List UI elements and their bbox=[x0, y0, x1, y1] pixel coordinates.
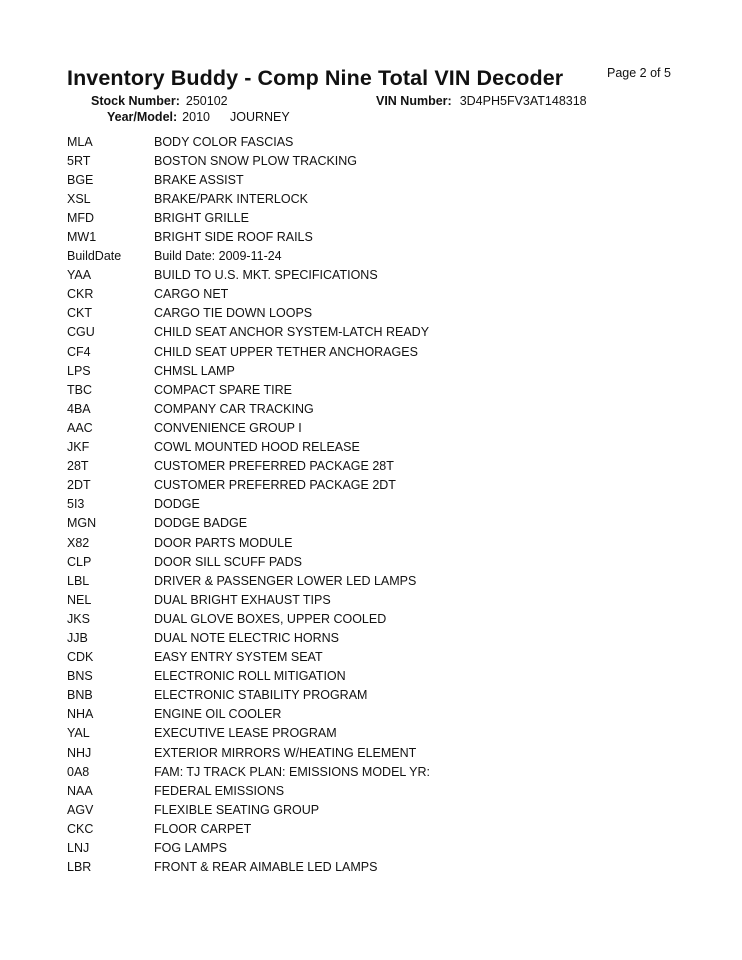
option-code: CF4 bbox=[67, 344, 91, 359]
option-row bbox=[67, 266, 687, 285]
option-row bbox=[67, 705, 687, 724]
option-code: CDK bbox=[67, 650, 94, 665]
option-code-list bbox=[67, 132, 687, 877]
option-code: NHJ bbox=[67, 745, 92, 760]
option-code: 5RT bbox=[67, 153, 91, 168]
vin-number-value: 3D4PH5FV3AT148318 bbox=[459, 94, 587, 108]
option-code: MFD bbox=[67, 210, 95, 225]
option-description: FOG LAMPS bbox=[154, 841, 227, 856]
option-description: BRAKE/PARK INTERLOCK bbox=[154, 191, 308, 206]
option-code: 5I3 bbox=[67, 497, 85, 512]
option-row bbox=[67, 342, 687, 361]
option-row bbox=[67, 762, 687, 781]
option-row bbox=[67, 628, 687, 647]
option-row bbox=[67, 743, 687, 762]
option-code: XSL bbox=[67, 191, 91, 206]
option-code: CLP bbox=[67, 554, 92, 569]
option-row bbox=[67, 304, 687, 323]
option-description: FAM: TJ TRACK PLAN: EMISSIONS MODEL YR: bbox=[154, 764, 430, 779]
option-code: AGV bbox=[67, 802, 94, 817]
option-row bbox=[67, 323, 687, 342]
option-row bbox=[67, 571, 687, 590]
option-row bbox=[67, 380, 687, 399]
option-row bbox=[67, 418, 687, 437]
option-code: YAA bbox=[67, 268, 92, 283]
option-code: MW1 bbox=[67, 230, 97, 245]
option-description: DODGE bbox=[154, 497, 200, 512]
option-code: YAL bbox=[67, 726, 90, 741]
option-code: AAC bbox=[67, 420, 93, 435]
option-row bbox=[67, 170, 687, 189]
option-code: 0A8 bbox=[67, 764, 90, 779]
option-code: MLA bbox=[67, 134, 93, 149]
option-code: NHA bbox=[67, 707, 94, 722]
option-code: CKR bbox=[67, 287, 94, 302]
option-row bbox=[67, 667, 687, 686]
option-row bbox=[67, 227, 687, 246]
option-row bbox=[67, 495, 687, 514]
option-row bbox=[67, 189, 687, 208]
option-code: LNJ bbox=[67, 841, 90, 856]
option-description: BRIGHT SIDE ROOF RAILS bbox=[154, 230, 313, 245]
option-code: NAA bbox=[67, 783, 93, 798]
vin-number bbox=[376, 94, 587, 108]
stock-number-value: 250102 bbox=[185, 94, 228, 108]
option-row bbox=[67, 361, 687, 380]
model-value: JOURNEY bbox=[229, 110, 290, 124]
option-code: CGU bbox=[67, 325, 95, 340]
option-description: DUAL GLOVE BOXES, UPPER COOLED bbox=[154, 611, 387, 626]
option-code: JJB bbox=[67, 630, 88, 645]
option-description: DOOR PARTS MODULE bbox=[154, 535, 293, 550]
option-code: X82 bbox=[67, 535, 90, 550]
option-code: NEL bbox=[67, 592, 92, 607]
option-description: BODY COLOR FASCIAS bbox=[154, 134, 294, 149]
option-description: ELECTRONIC STABILITY PROGRAM bbox=[154, 688, 368, 703]
page-title: Inventory Buddy - Comp Nine Total VIN Decoder bbox=[67, 66, 564, 90]
option-description: DUAL BRIGHT EXHAUST TIPS bbox=[154, 592, 331, 607]
option-row bbox=[67, 686, 687, 705]
option-description: FEDERAL EMISSIONS bbox=[154, 783, 285, 798]
option-row bbox=[67, 838, 687, 857]
option-description: CARGO NET bbox=[154, 287, 229, 302]
option-row bbox=[67, 399, 687, 418]
option-description: FLEXIBLE SEATING GROUP bbox=[154, 802, 320, 817]
option-row bbox=[67, 457, 687, 476]
page-number: Page 2 of 5 bbox=[607, 66, 671, 80]
option-row bbox=[67, 132, 687, 151]
option-row bbox=[67, 648, 687, 667]
option-description: CARGO TIE DOWN LOOPS bbox=[154, 306, 313, 321]
option-code: LPS bbox=[67, 363, 91, 378]
option-row bbox=[67, 858, 687, 877]
option-row bbox=[67, 247, 687, 266]
year-model bbox=[107, 110, 290, 124]
option-description: BRAKE ASSIST bbox=[154, 172, 244, 187]
option-description: FRONT & REAR AIMABLE LED LAMPS bbox=[154, 860, 378, 875]
year-model-label: Year/Model: bbox=[107, 110, 178, 124]
option-code: MGN bbox=[67, 516, 97, 531]
option-description: DOOR SILL SCUFF PADS bbox=[154, 554, 302, 569]
option-row bbox=[67, 781, 687, 800]
option-description: DODGE BADGE bbox=[154, 516, 248, 531]
option-code: BGE bbox=[67, 172, 94, 187]
option-description: BOSTON SNOW PLOW TRACKING bbox=[154, 153, 358, 168]
option-row bbox=[67, 476, 687, 495]
option-description: Build Date: 2009-11-24 bbox=[154, 249, 282, 264]
stock-number bbox=[91, 94, 228, 108]
option-code: LBR bbox=[67, 860, 92, 875]
option-row bbox=[67, 724, 687, 743]
option-code: JKF bbox=[67, 440, 90, 455]
option-description: BRIGHT GRILLE bbox=[154, 210, 249, 225]
stock-number-label: Stock Number: bbox=[91, 94, 180, 108]
option-description: FLOOR CARPET bbox=[154, 821, 252, 836]
option-description: ENGINE OIL COOLER bbox=[154, 707, 282, 722]
option-description: EXTERIOR MIRRORS W/HEATING ELEMENT bbox=[154, 745, 417, 760]
vin-number-label: VIN Number: bbox=[376, 94, 452, 108]
option-row bbox=[67, 151, 687, 170]
option-description: CHILD SEAT ANCHOR SYSTEM-LATCH READY bbox=[154, 325, 430, 340]
option-row bbox=[67, 514, 687, 533]
option-code: 4BA bbox=[67, 401, 91, 416]
option-code: BNB bbox=[67, 688, 93, 703]
option-row bbox=[67, 590, 687, 609]
option-description: CONVENIENCE GROUP I bbox=[154, 420, 302, 435]
option-row bbox=[67, 552, 687, 571]
option-description: ELECTRONIC ROLL MITIGATION bbox=[154, 669, 346, 684]
option-description: EASY ENTRY SYSTEM SEAT bbox=[154, 650, 323, 665]
option-row bbox=[67, 800, 687, 819]
option-row bbox=[67, 533, 687, 552]
option-description: BUILD TO U.S. MKT. SPECIFICATIONS bbox=[154, 268, 378, 283]
option-description: COMPANY CAR TRACKING bbox=[154, 401, 314, 416]
option-description: CHMSL LAMP bbox=[154, 363, 235, 378]
option-code: TBC bbox=[67, 382, 92, 397]
option-code: 28T bbox=[67, 459, 89, 474]
option-description: CUSTOMER PREFERRED PACKAGE 2DT bbox=[154, 478, 396, 493]
option-code: 2DT bbox=[67, 478, 91, 493]
option-description: DUAL NOTE ELECTRIC HORNS bbox=[154, 630, 339, 645]
option-row bbox=[67, 285, 687, 304]
option-row bbox=[67, 438, 687, 457]
option-row bbox=[67, 208, 687, 227]
option-description: EXECUTIVE LEASE PROGRAM bbox=[154, 726, 337, 741]
option-description: CUSTOMER PREFERRED PACKAGE 28T bbox=[154, 459, 394, 474]
option-code: BNS bbox=[67, 669, 93, 684]
option-code: CKT bbox=[67, 306, 92, 321]
option-description: COMPACT SPARE TIRE bbox=[154, 382, 292, 397]
option-row bbox=[67, 819, 687, 838]
option-code: BuildDate bbox=[67, 249, 122, 264]
option-description: CHILD SEAT UPPER TETHER ANCHORAGES bbox=[154, 344, 418, 359]
option-code: LBL bbox=[67, 573, 90, 588]
option-row bbox=[67, 609, 687, 628]
option-code: CKC bbox=[67, 821, 94, 836]
option-description: DRIVER & PASSENGER LOWER LED LAMPS bbox=[154, 573, 417, 588]
option-description: COWL MOUNTED HOOD RELEASE bbox=[154, 440, 360, 455]
year-value: 2010 bbox=[182, 110, 210, 124]
option-code: JKS bbox=[67, 611, 90, 626]
